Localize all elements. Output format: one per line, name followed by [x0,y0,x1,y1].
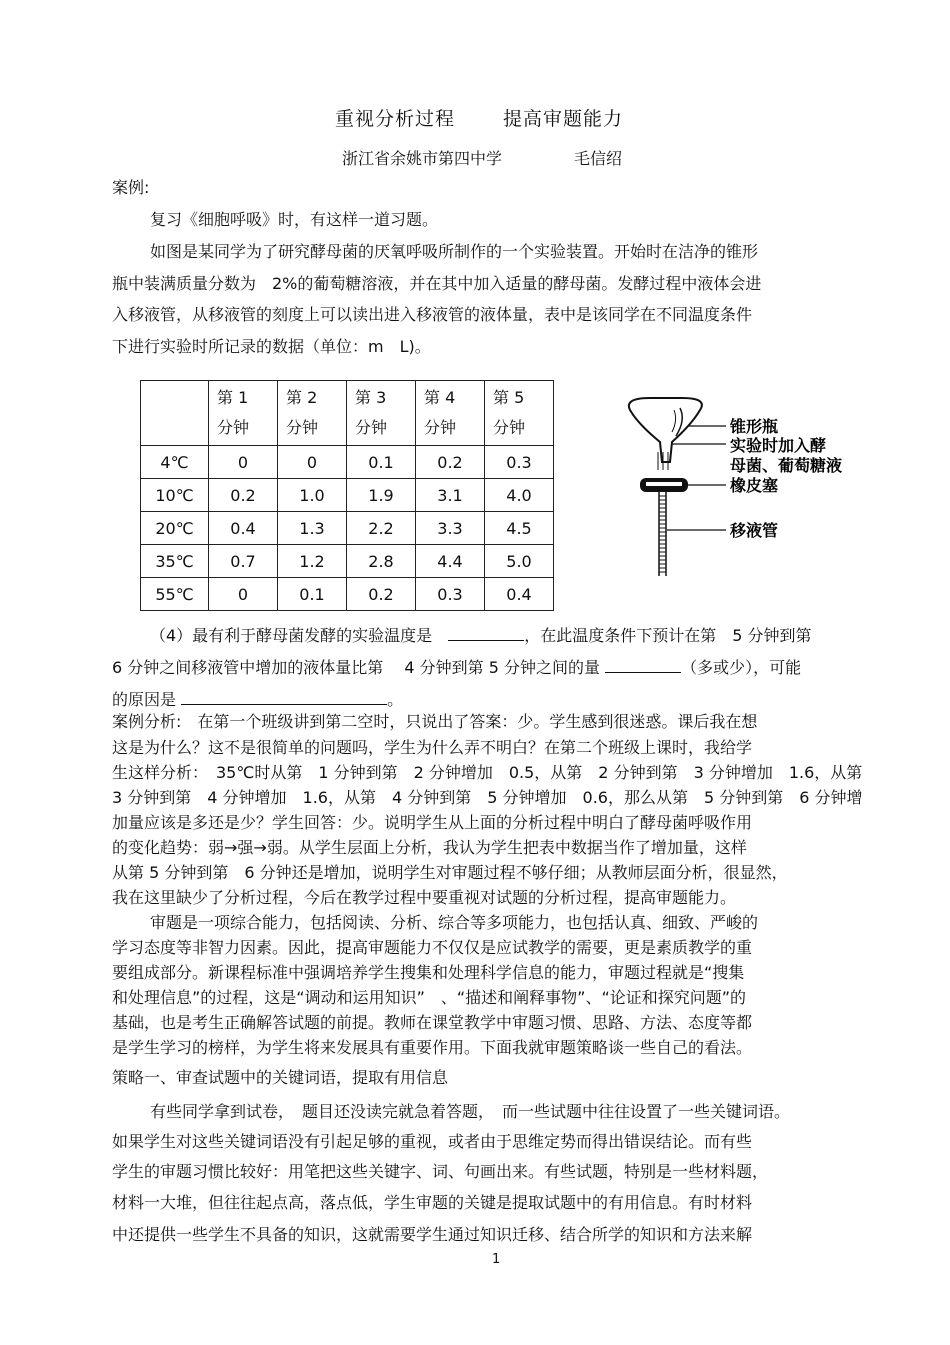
analysis-line: 案例分析: 在第一个班级讲到第二空时，只说出了答案：少。学生感到很迷惑。课后我在想 [112,712,758,731]
label-add: 实验时加入酵 [730,436,827,455]
apparatus-diagram [610,396,880,581]
temperature-cell: 55℃ [141,578,209,611]
table-header-cell: 第 3 分钟 [347,381,416,446]
question-line: （4）最有利于酵母菌发酵的实验温度是 ，在此温度条件下预计在第 5 分钟到第 [150,626,812,645]
table-cell: 1.3 [278,512,347,545]
intro-line: 如图是某同学为了研究酵母菌的厌氧呼吸所制作的一个实验装置。开始时在洁净的锥形 [150,242,759,261]
case-label: 案例: [112,178,150,197]
table-cell: 0.4 [485,578,554,611]
temperature-cell: 20℃ [141,512,209,545]
answer-blank [181,688,387,705]
author-line [342,146,622,169]
table-cell: 0.3 [416,578,485,611]
analysis-line: 加量应该是多还是少？学生回答：少。说明学生从上面的分析过程中明白了酵母菌呼吸作用 [112,813,753,832]
table-row [141,545,554,578]
page-number: 1 [492,1252,501,1267]
table-header-cell: 第 2 分钟 [278,381,347,446]
table-cell: 0.2 [347,578,416,611]
table-cell: 2.8 [347,545,416,578]
data-table [140,380,554,611]
table-cell: 4.5 [485,512,554,545]
table-cell: 1.0 [278,479,347,512]
table-cell: 5.0 [485,545,554,578]
body-line: 是学生学习的榜样，为学生将来发展具有重要作用。下面我就审题策略谈一些自己的看法。 [112,1038,753,1057]
body-line: 基础，也是考生正确解答试题的前提。教师在课堂教学中审题习惯、思路、方法、态度等都 [112,1013,753,1032]
label-stopper: 橡皮塞 [730,476,779,495]
analysis-line: 从第 5 分钟到第 6 分钟还是增加，说明学生对审题过程不够仔细；从教师层面分析，很显然， [112,863,788,882]
author-name: 毛信绍 [574,149,623,168]
label-flask: 锥形瓶 [730,417,779,436]
body-line: 材料一大堆，但往往起点高，落点低，学生审题的关键是提取试题中的有用信息。有时材料 [112,1193,753,1212]
table-header-cell: 第 1 分钟 [209,381,278,446]
answer-blank [605,656,681,673]
title-right: 提高审题能力 [503,108,624,130]
intro-line: 下进行实验时所记录的数据（单位：m L)。 [112,337,431,356]
table-row [141,446,554,479]
table-cell: 0.2 [209,479,278,512]
table-cell: 2.2 [347,512,416,545]
flask-outline [629,398,702,462]
body-line: 中还提供一些学生不具备的知识，这就需要学生通过知识迁移、结合所学的知识和方法来解 [112,1225,753,1244]
table-row [141,479,554,512]
table-cell: 0 [209,446,278,479]
table-header-cell: 第 5 分钟 [485,381,554,446]
page-title [335,104,623,131]
question-line: 的原因是 。 [112,690,404,709]
label-add: 母菌、葡萄糖液 [730,456,843,475]
body-line: 学习态度等非智力因素。因此，提高审题能力不仅仅是应试教学的需要，更是素质教学的重 [112,938,753,957]
analysis-line: 生这样分析： 35℃时从第 1 分钟到第 2 分钟增加 0.5，从第 2 分钟到第 3 分钟增加 1.6，从第 [112,763,863,782]
title-left: 重视分析过程 [335,108,456,130]
table-cell: 0.2 [416,446,485,479]
section-heading: 策略一、审查试题中的关键词语，提取有用信息 [112,1068,449,1087]
temperature-cell: 35℃ [141,545,209,578]
temperature-cell: 4℃ [141,446,209,479]
flask-shading [672,410,676,432]
body-line: 有些同学拿到试卷， 题目还没读完就急着答题， 而一些试题中往往设置了一些关键词语。 [150,1102,791,1121]
table-row [141,578,554,611]
analysis-line: 的变化趋势：弱→强→弱。从学生层面上分析，我认为学生把表中数据当作了增加量，这样 [112,838,747,857]
temperature-cell: 10℃ [141,479,209,512]
table-cell: 0 [278,446,347,479]
table-cell: 0.1 [278,578,347,611]
analysis-line: 我在这里缺少了分析过程，今后在教学过程中要重视对试题的分析过程，提高审题能力。 [112,888,737,907]
table-corner-cell [141,381,209,446]
body-line: 如果学生对这些关键词语没有引起足够的重视，或者由于思维定势而得出错误结论。而有些 [112,1132,753,1151]
table-row [141,512,554,545]
label-pipette: 移液管 [730,521,779,540]
table-cell: 0.7 [209,545,278,578]
table-cell: 4.4 [416,545,485,578]
intro-line: 入移液管，从移液管的刻度上可以读出进入移液管的液体量，表中是该同学在不同温度条件 [112,305,753,324]
intro-line: 瓶中装满质量分数为 2%的葡萄糖溶液，并在其中加入适量的酵母菌。发酵过程中液体会进 [112,274,762,293]
table-cell: 0.1 [347,446,416,479]
author-school: 浙江省余姚市第四中学 [342,149,503,168]
table-header-row [141,381,554,446]
question-line: 6 分钟之间移液管中增加的液体量比第 4 分钟到第 5 分钟之间的量 （多或少），可能 [112,658,802,677]
table-cell: 0.4 [209,512,278,545]
table-cell: 3.3 [416,512,485,545]
table-cell: 4.0 [485,479,554,512]
pipette-tube [659,492,666,576]
intro-paragraph-1: 复习《细胞呼吸》时，有这样一道习题。 [150,210,439,229]
table-cell: 1.2 [278,545,347,578]
table-cell: 3.1 [416,479,485,512]
answer-blank [448,624,524,641]
table-cell: 0.3 [485,446,554,479]
body-line: 和处理信息”的过程，这是“调动和运用知识” 、“描述和阐释事物”、“论证和探究问题”的 [112,988,747,1007]
table-cell: 1.9 [347,479,416,512]
body-line: 审题是一项综合能力，包括阅读、分析、综合等多项能力，也包括认真、细致、严峻的 [150,913,759,932]
table-cell: 0 [209,578,278,611]
body-line: 学生的审题习惯比较好：用笔把这些关键字、词、句画出来。有些试题，特别是一些材料题， [112,1162,769,1181]
body-line: 要组成部分。新课程标准中强调培养学生搜集和处理科学信息的能力，审题过程就是“搜集 [112,963,745,982]
table-header-cell: 第 4 分钟 [416,381,485,446]
analysis-line: 这是为什么？这不是很简单的问题吗，学生为什么弄不明白？在第二个班级上课时，我给学 [112,738,753,757]
analysis-line: 3 分钟到第 4 分钟增加 1.6，从第 4 分钟到第 5 分钟增加 0.6，那么从第 5 分钟到第 6 分钟增 [112,788,863,807]
